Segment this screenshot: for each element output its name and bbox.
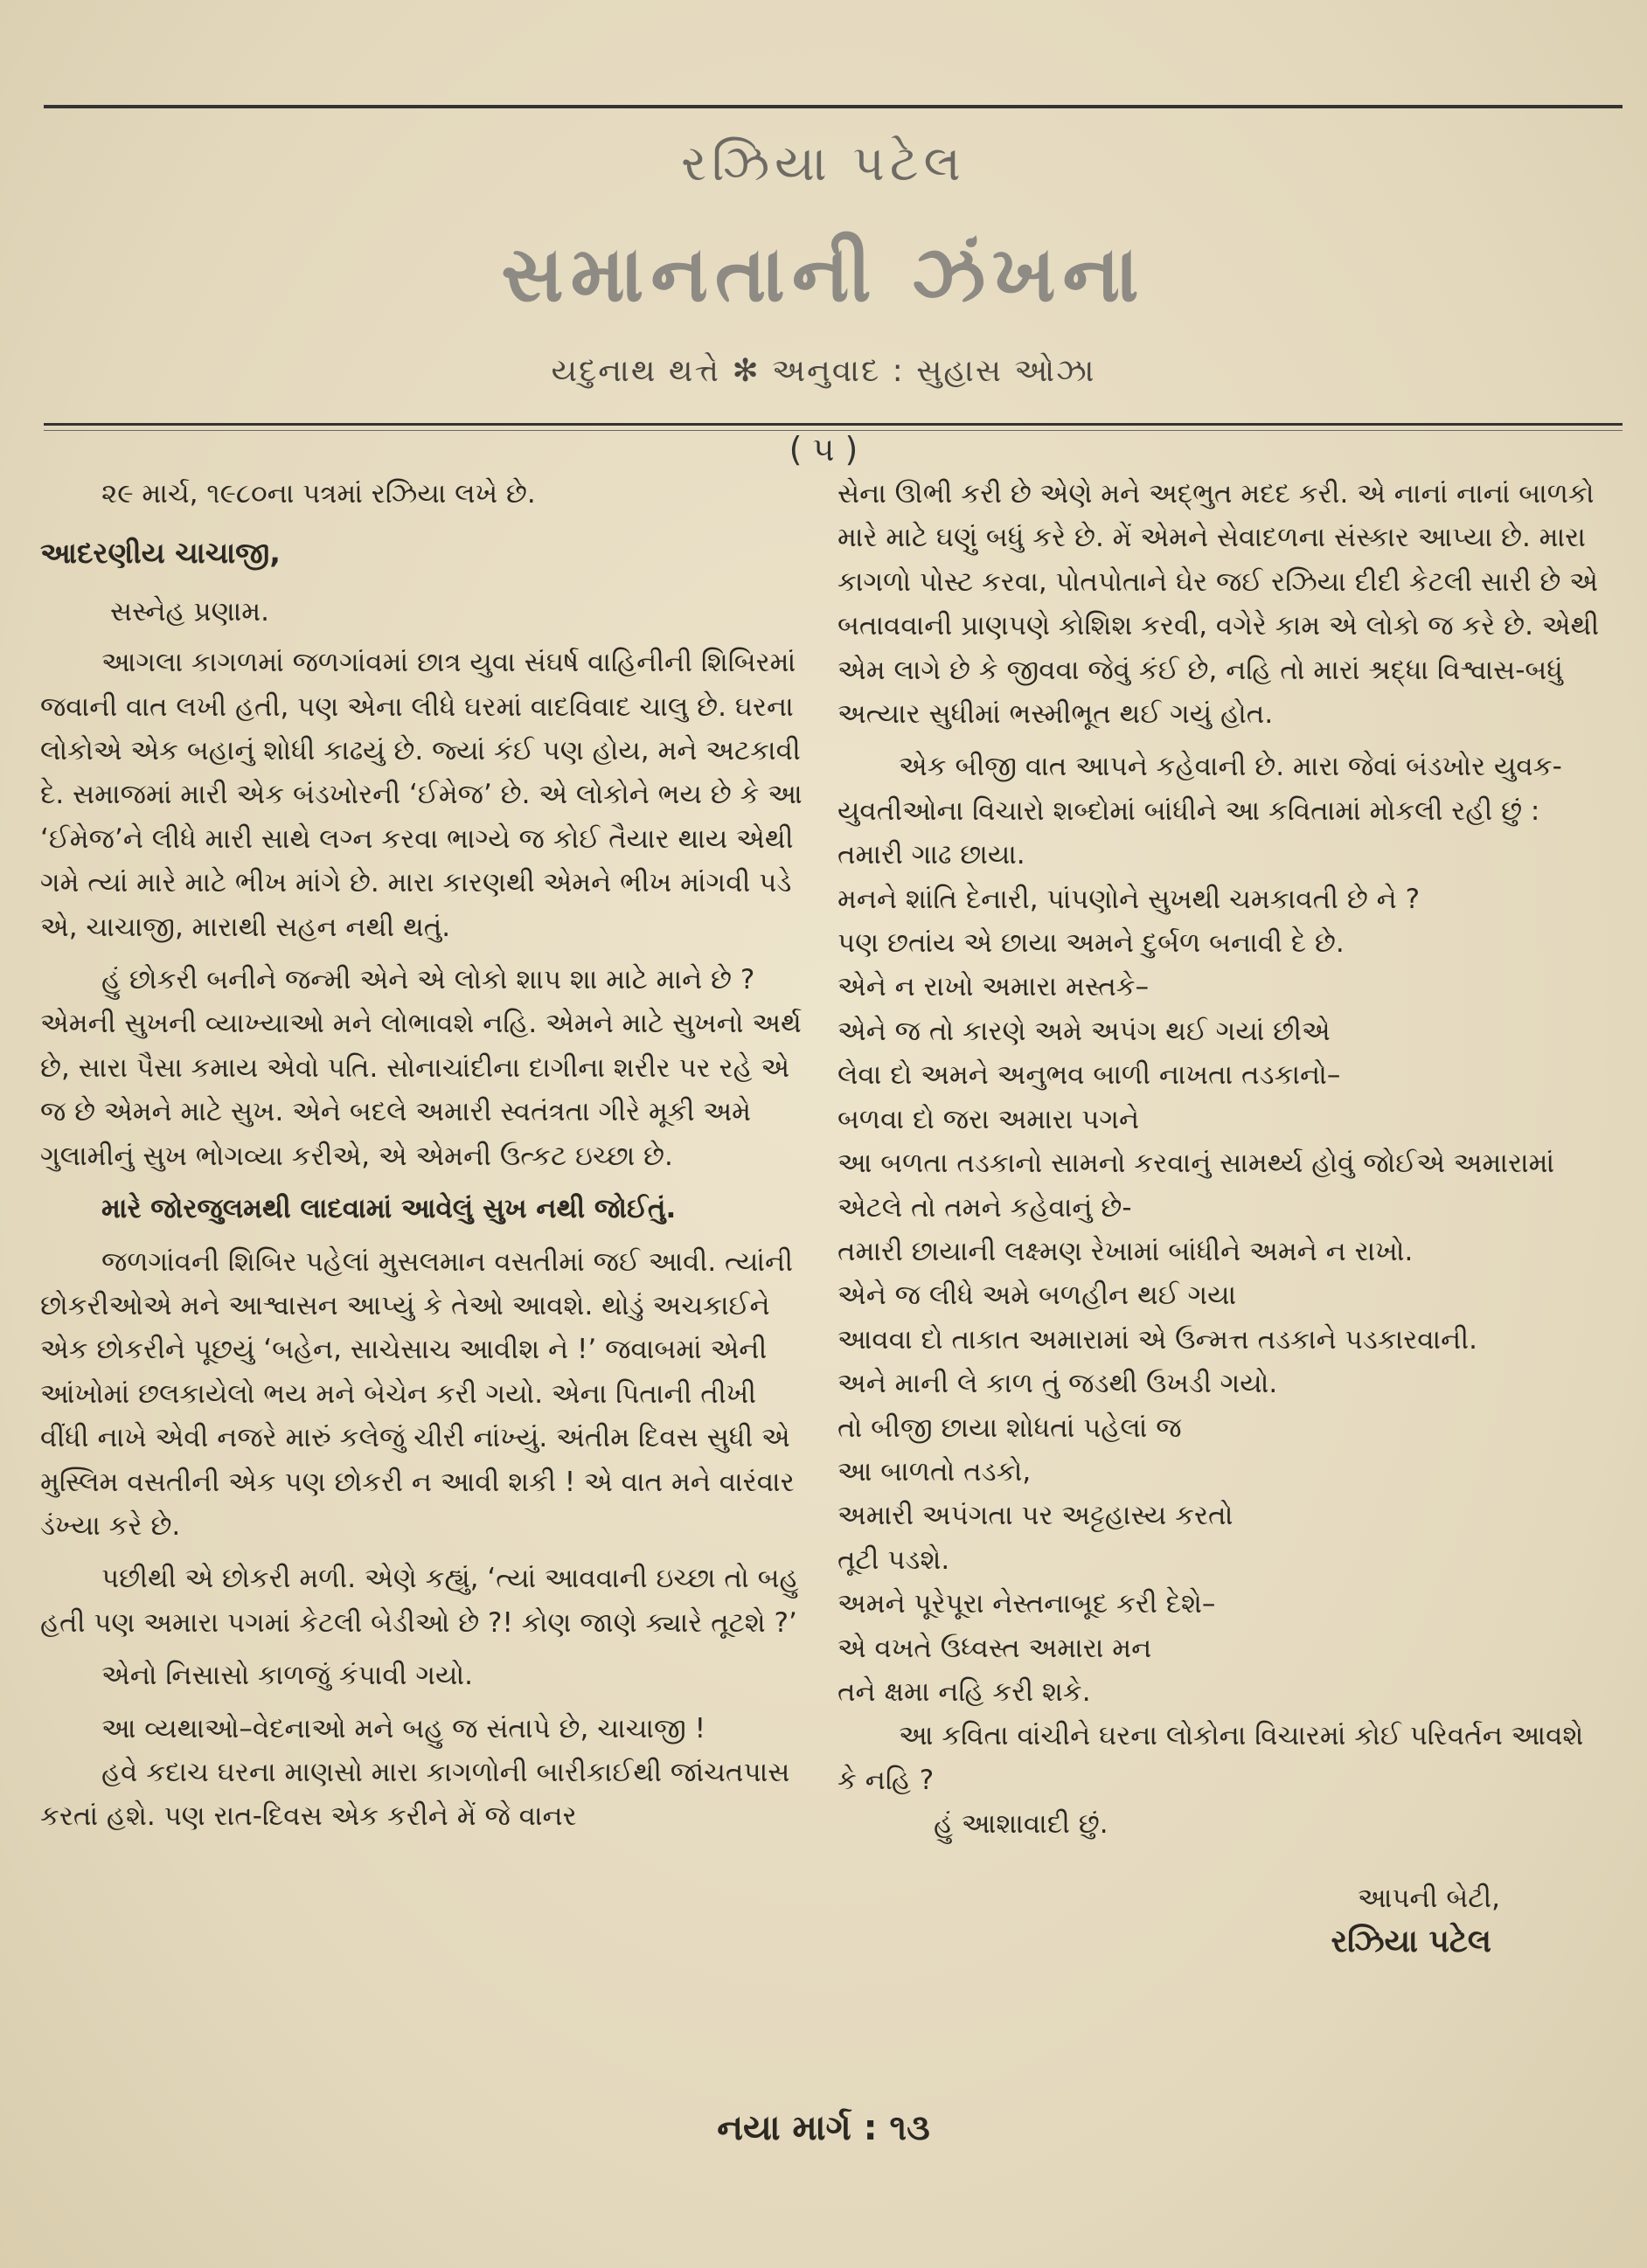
left-column bbox=[40, 472, 810, 1839]
signoff-name: રઝિયા પટેલ bbox=[1331, 1924, 1491, 1959]
paragraph: હું આશાવાદી છું. bbox=[934, 1808, 1108, 1841]
paragraph: મારે જોરજુલમથી લાદવામાં આવેલું સુખ નથી જોઈતું. bbox=[101, 1193, 677, 1225]
paragraph: સેના ઊભી કરી છે એણે મને અદ્ભુત મદદ કરી. એ નાનાં નાનાં બાળકો મારે માટે ઘણું બધું કરે છે. મેં એમને સેવાદળના સંસ્કાર આપ્યા છે. મારા કાગળો પોસ્ટ કરવા, પોતપોતાને ઘેર જઈ રઝિયા દીદી કેટલી સારી છે એ બતાવવાની પ્રાણપણે કોશિશ કરવી, વગેરે કામ એ લોકો જ કરે છે. એથી એમ લાગે છે કે જીવવા જેવું કંઈ છે, નહિ તો મારાં શ્રદ્ધા વિશ્વાસ-બધું અત્યાર સુધીમાં ભસ્મીભૂત થઈ ગયું હોત. bbox=[837, 478, 1600, 731]
paragraph: હું છોકરી બનીને જન્મી એને એ લોકો શાપ શા માટે માને છે ? એમની સુખની વ્યાખ્યાઓ મને લોભાવશે નહિ. એમને માટે સુખનો અર્થ છે, સારા પૈસા કમાય એવો પતિ. સોનાચાંદીના દાગીના શરીર પર રહે એ જ છે એમને માટે સુખ. એને બદલે અમારી સ્વતંત્રતા ગીરે મૂકી અમે ગુલામીનું સુખ ભોગવ્યા કરીએ, એ એમની ઉત્કટ ઇચ્છા છે. bbox=[40, 964, 802, 1172]
paragraph: પછીથી એ છોકરી મળી. એણે કહ્યું, ‘ત્યાં આવવાની ઇચ્છા તો બહુ હતી પણ અમારા પગમાં કેટલી બેડીઓ છે ?! કોણ જાણે ક્યારે તૂટશે ?’ bbox=[40, 1563, 799, 1639]
paragraph: આ વ્યથાઓ–વેદનાઓ મને બહુ જ સંતાપે છે, ચાચાજી ! bbox=[101, 1712, 706, 1744]
poem-line: પણ છતાંય એ છાયા અમને દુર્બળ બનાવી દે છે. bbox=[837, 927, 1345, 960]
letter-intro: ૨૯ માર્ચ, ૧૯૮૦ના પત્રમાં રઝિયા લખે છે. bbox=[101, 478, 536, 510]
article-author: રઝિયા પટેલ bbox=[681, 135, 966, 192]
installment-number: ( ૫ ) bbox=[789, 430, 858, 468]
poem-line: એને જ લીધે અમે બળહીન થઈ ગયા bbox=[837, 1280, 1237, 1312]
poem-line: આવવા દો તાકાત અમારામાં એ ઉન્મત્ત તડકાને પડકારવાની. bbox=[837, 1323, 1477, 1356]
letter-salutation: સસ્નેહ પ્રણામ. bbox=[110, 595, 269, 628]
poem-line: એને જ તો કારણે અમે અપંગ થઈ ગયાં છીએ bbox=[837, 1015, 1331, 1047]
paragraph: જળગાંવની શિબિર પહેલાં મુસલમાન વસતીમાં જઈ આવી. ત્યાંની છોકરીઓએ મને આશ્વાસન આપ્યું કે તેઓ આવશે. થોડું અચકાઈને એક છોકરીને પૂછયું ‘બહેન, સાચેસાચ આવીશ ને !’ જવાબમાં એની આંખોમાં છલકાયેલો ભય મને બેચેન કરી ગયો. એના પિતાની તીખી વીંધી નાખે એવી નજરે મારું કલેજું ચીરી નાંખ્યું. અંતીમ દિવસ સુધી એ મુસ્લિમ વસતીની એક પણ છોકરી ન આવી શકી ! એ વાત મને વારંવાર ડંખ્યા કરે છે. bbox=[40, 1245, 795, 1542]
poem-line: આ બાળતો તડકો, bbox=[837, 1455, 1032, 1488]
poem-line: એને ન રાખો અમારા મસ્તકે– bbox=[837, 971, 1150, 1003]
top-rule bbox=[44, 105, 1623, 108]
poem-line: તમારી ગાઢ છાયા. bbox=[837, 839, 1025, 871]
poem-line: તૂટી પડશે. bbox=[837, 1543, 950, 1576]
poem-line: આ બળતા તડકાનો સામનો કરવાનું સામર્થ્ય હોવું જોઈએ અમારામાં bbox=[837, 1148, 1555, 1180]
poem-line: બળવા દો જરા અમારા પગને bbox=[837, 1103, 1140, 1135]
poem-line: તો બીજી છાયા શોધતાં પહેલાં જ bbox=[837, 1411, 1182, 1444]
signoff-label: આપની બેટી, bbox=[1357, 1882, 1500, 1914]
paragraph: આગલા કાગળમાં જળગાંવમાં છાત્ર યુવા સંઘર્ષ વાહિનીની શિબિરમાં જવાની વાત લખી હતી, પણ એના લીધે ઘરમાં વાદવિવાદ ચાલુ છે. ઘરના લોકોએ એક બહાનું શોધી કાઢયું છે. જ્યાં કંઈ પણ હોય, મને અટકાવી દે. સમાજમાં મારી એક બંડખોરની ‘ઈમેજ’ છે. એ લોકોને ભય છે કે આ ‘ઈમેજ’ને લીધે મારી સાથે લગ્ન કરવા ભાગ્યે જ કોઈ તૈયાર થાય એથી ગમે ત્યાં મારે માટે ભીખ માંગે છે. મારા કારણથી એમને ભીખ માંગવી પડે એ, ચાચાજી, મારાથી સહન નથી થતું. bbox=[40, 647, 803, 943]
paragraph: એનો નિસાસો કાળજું કંપાવી ગયો. bbox=[101, 1660, 474, 1692]
poem bbox=[837, 833, 1605, 1714]
paragraph: આ કવિતા વાંચીને ઘરના લોકોના વિચારમાં કોઈ પરિવર્તન આવશે કે નહિ ? bbox=[837, 1720, 1584, 1796]
article-title: સમાનતાની ઝંખના bbox=[501, 229, 1146, 319]
article-credit: યદુનાથ થત્તે ✻ અનુવાદ : સુહાસ ઓઝા bbox=[551, 353, 1096, 389]
header-bottom-rule bbox=[44, 423, 1623, 426]
poem-line: એટલે તો તમને કહેવાનું છે- bbox=[837, 1191, 1132, 1224]
poem-line: એ વખતે ઉધ્વસ્ત અમારા મન bbox=[837, 1632, 1152, 1664]
letter-greeting: આદરણીય ચાચાજી, bbox=[40, 536, 281, 571]
poem-line: મનને શાંતિ દેનારી, પાંપણોને સુખથી ચમકાવતી છે ને ? bbox=[837, 883, 1421, 915]
page-footer: નયા માર્ગ : ૧૩ bbox=[717, 2108, 930, 2148]
poem-line: તમારી છાયાની લક્ષ્મણ રેખામાં બાંધીને અમને ન રાખો. bbox=[837, 1235, 1414, 1267]
poem-line: અમારી અપંગતા પર અટ્ટહાસ્ય કરતો bbox=[837, 1500, 1234, 1532]
right-column bbox=[837, 472, 1605, 1964]
paragraph: એક બીજી વાત આપને કહેવાની છે. મારા જેવાં બંડખોર યુવક-યુવતીઓના વિચારો શબ્દોમાં બાંધીને આ કવિતામાં મોકલી રહી છું : bbox=[837, 751, 1562, 827]
poem-line: અને માની લે કાળ તું જડથી ઉખડી ગયો. bbox=[837, 1368, 1278, 1400]
poem-line: લેવા દો અમને અનુભવ બાળી નાખતા તડકાનો– bbox=[837, 1059, 1341, 1092]
poem-line: તને ક્ષમા નહિ કરી શકે. bbox=[837, 1675, 1091, 1708]
poem-line: અમને પૂરેપૂરા નેસ્તનાબૂદ કરી દેશે– bbox=[837, 1588, 1216, 1620]
paragraph: હવે કદાચ ઘરના માણસો મારા કાગળોની બારીકાઈથી જાંચતપાસ કરતાં હશે. પણ રાત-દિવસ એક કરીને મેં જે વાનર bbox=[40, 1756, 790, 1833]
